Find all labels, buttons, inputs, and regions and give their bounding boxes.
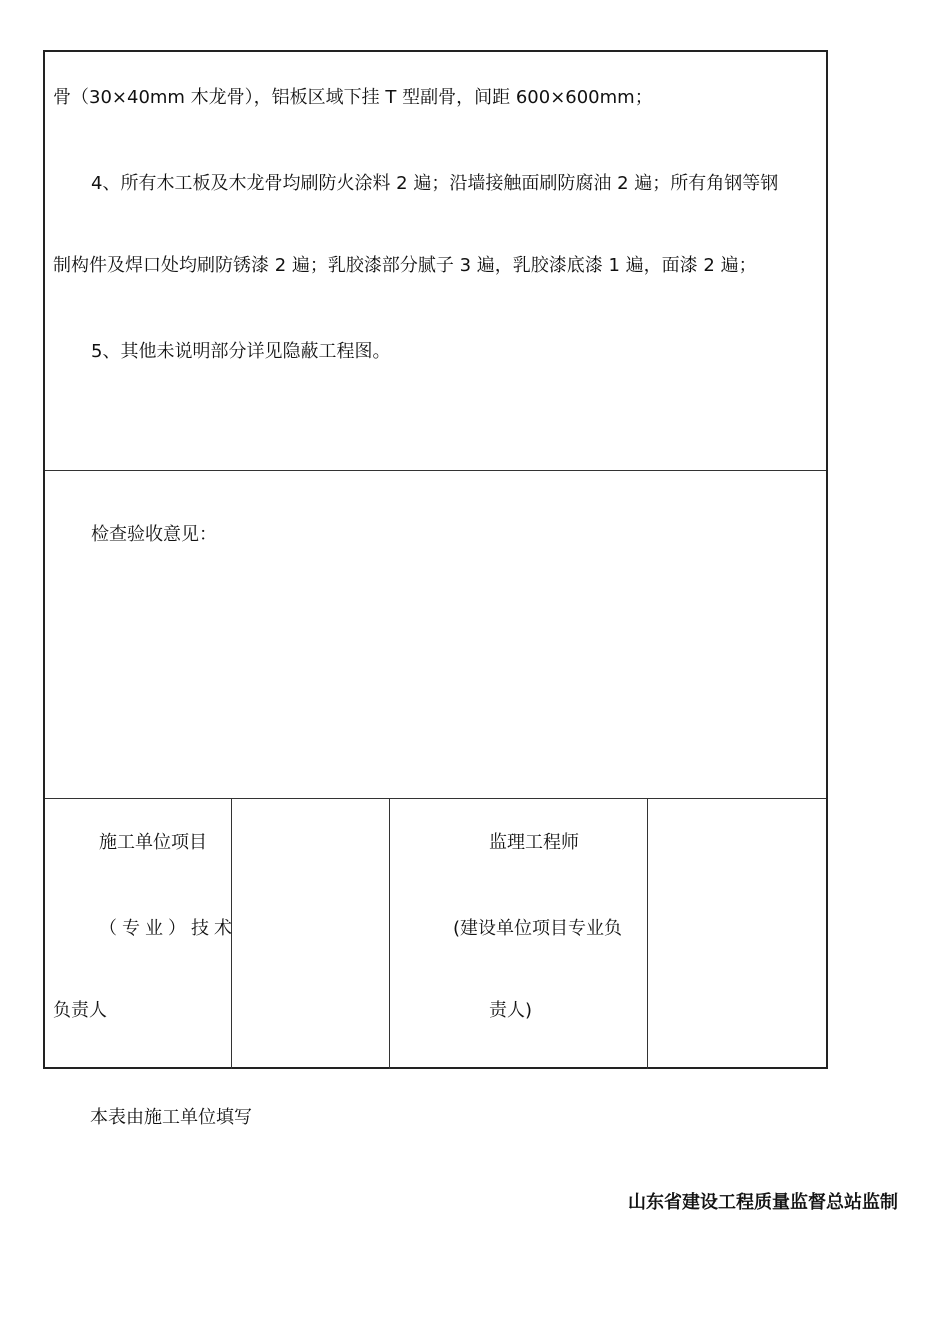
supervising-engineer-label: 监理工程师 (489, 832, 579, 853)
contractor-tech-lead-label: （专业）技术 (99, 918, 237, 939)
inspection-opinion-label: 检查验收意见： (91, 524, 217, 545)
issuing-organization: 山东省建设工程质量监督总站监制 (628, 1192, 898, 1213)
contractor-tech-lead-label: 负责人 (53, 1000, 107, 1021)
supervising-engineer-label: 责人) (489, 1000, 533, 1021)
supervising-engineer-label: (建设单位项目专业负 (453, 918, 623, 939)
form-fill-note: 本表由施工单位填写 (90, 1107, 252, 1128)
column-divider (389, 798, 390, 1069)
inspection-form-table (43, 50, 828, 1069)
column-divider (647, 798, 648, 1069)
notes-line-2: 4、所有木工板及木龙骨均刷防火涂料 2 遍；沿墙接触面刷防腐油 2 遍；所有角钢等钢 (91, 173, 779, 194)
section-divider (45, 470, 826, 471)
contractor-tech-lead-label: 施工单位项目 (99, 832, 207, 853)
notes-line-3: 制构件及焊口处均刷防锈漆 2 遍；乳胶漆部分腻子 3 遍，乳胶漆底漆 1 遍，面漆 2 遍； (53, 255, 757, 276)
section-divider (45, 798, 826, 799)
notes-line-4: 5、其他未说明部分详见隐蔽工程图。 (91, 341, 391, 362)
notes-line-1: 骨（30×40mm 木龙骨），铝板区域下挂 T 型副骨，间距 600×600mm； (53, 87, 653, 108)
